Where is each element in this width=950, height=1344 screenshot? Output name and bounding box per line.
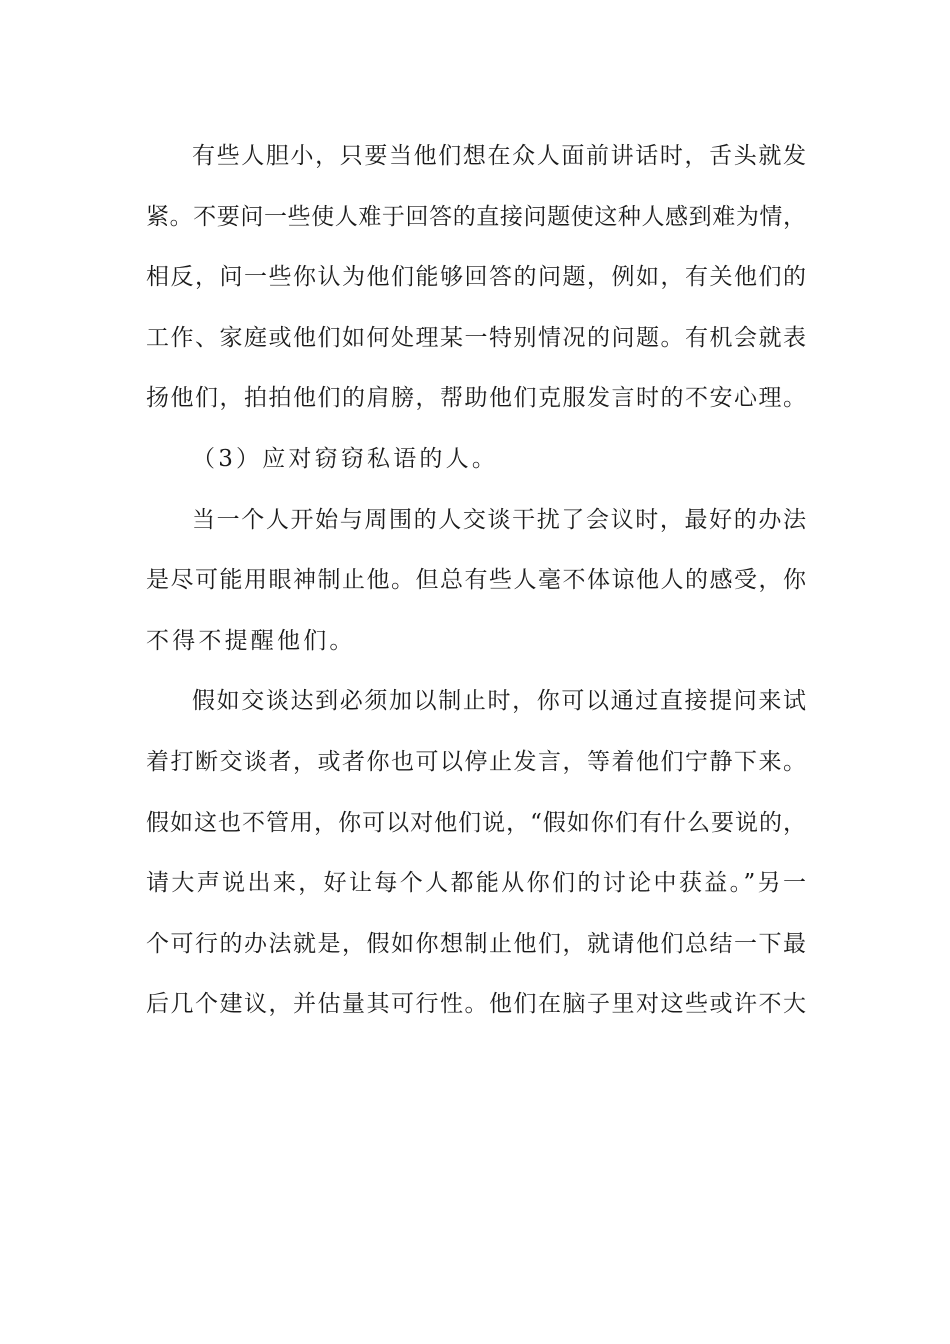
paragraph-3 xyxy=(146,671,806,1035)
text-line: 假如交谈达到必须加以制止时，你可以通过直接提问来试 xyxy=(192,688,806,715)
text-line: 紧。不要问一些使人难于回答的直接问题使这种人感到难为情， xyxy=(146,203,806,230)
text-line: 相反，问一些你认为他们能够回答的问题，例如，有关他们的 xyxy=(146,264,806,291)
text-line: 请大声说出来，好让每个人都能从你们的讨论中获益。”另一 xyxy=(146,870,806,897)
text-line: 后几个建议，并估量其可行性。他们在脑子里对这些或许不大 xyxy=(146,991,806,1018)
document-body xyxy=(146,126,806,1035)
text-line: 假如这也不管用，你可以对他们说，“假如你们有什么要说的， xyxy=(146,809,806,836)
heading-line: （3）应对窃窃私语的人。 xyxy=(192,445,499,472)
paragraph-2 xyxy=(146,490,806,672)
text-line: 扬他们，拍拍他们的肩膀，帮助他们克服发言时的不安心理。 xyxy=(146,385,806,412)
section-heading xyxy=(146,429,806,490)
text-line: 工作、家庭或他们如何处理某一特别情况的问题。有机会就表 xyxy=(146,324,806,351)
text-line: 着打断交谈者，或者你也可以停止发言，等着他们宁静下来。 xyxy=(146,748,806,775)
text-line: 有些人胆小，只要当他们想在众人面前讲话时，舌头就发 xyxy=(192,143,806,169)
paragraph-1 xyxy=(146,126,806,429)
text-line: 是尽可能用眼神制止他。但总有些人毫不体谅他人的感受，你 xyxy=(146,567,806,594)
text-line: 当一个人开始与周围的人交谈干扰了会议时，最好的办法 xyxy=(192,506,806,533)
text-line: 不得不提醒他们。 xyxy=(146,627,356,654)
text-line: 个可行的办法就是，假如你想制止他们，就请他们总结一下最 xyxy=(146,930,806,957)
